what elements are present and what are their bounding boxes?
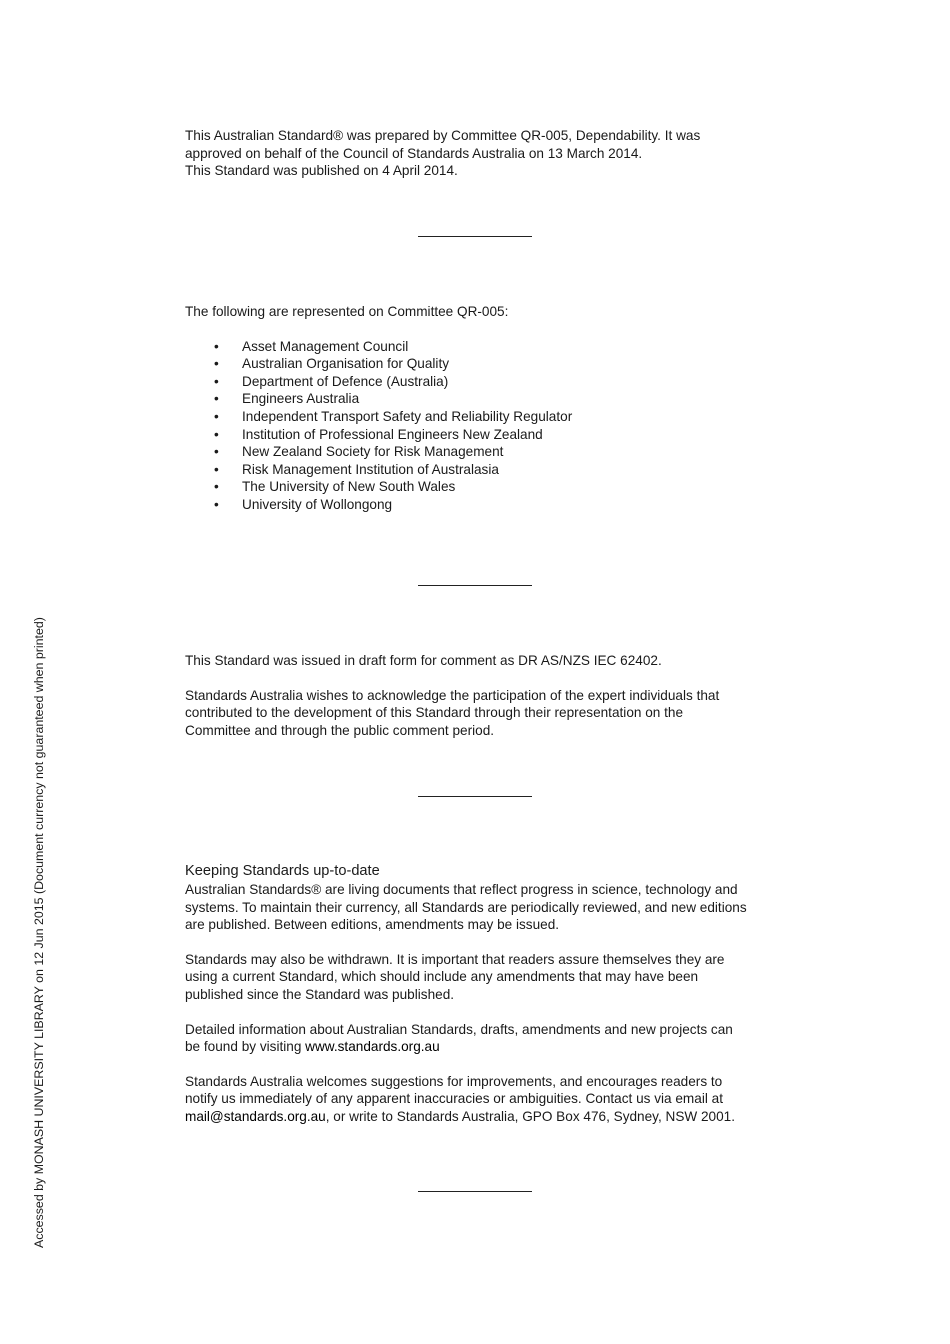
member-name: Institution of Professional Engineers New Zealand [242,426,543,442]
keeping-p2-line-1: Standards may also be withdrawn. It is important that readers assure themselves they are [185,951,725,967]
keeping-p4-line-1: Standards Australia welcomes suggestions for improvements, and encourages readers to [185,1073,723,1089]
keeping-paragraph-3 [185,1021,775,1056]
list-item [185,443,775,461]
member-name: Department of Defence (Australia) [242,373,449,389]
approval-line-2: approved on behalf of the Council of Standards Australia on 13 March 2014. [185,145,643,161]
list-item [185,373,775,391]
keeping-paragraph-2 [185,951,775,1004]
keeping-p4-suffix: , or write to Standards Australia, GPO Box 476, Sydney, NSW 2001. [325,1108,736,1124]
keeping-p2-line-2: using a current Standard, which should include any amendments that may have been [185,969,699,985]
member-name: Engineers Australia [242,391,360,407]
approval-section [185,127,775,180]
committee-section [185,303,775,514]
list-item [185,478,775,496]
member-name: Australian Organisation for Quality [242,356,450,372]
bullet-icon: • [214,496,219,512]
list-item [185,390,775,408]
keeping-p2-line-3: published since the Standard was published. [185,986,455,1002]
list-item [185,408,775,426]
contact-email-link[interactable]: mail@standards.org.au [185,1108,326,1124]
keeping-p1-line-2: systems. To maintain their currency, all Standards are periodically reviewed, and new editions [185,899,747,915]
ack-line-1: Standards Australia wishes to acknowledge the participation of the expert individuals that [185,687,720,703]
access-stamp: Accessed by MONASH UNIVERSITY LIBRARY on 12 Jun 2015 (Document currency not guaranteed when printed) [32,617,46,1248]
bullet-icon: • [214,391,219,407]
keeping-p3-line-2 [185,1038,775,1056]
draft-issued-text: This Standard was issued in draft form for comment as DR AS/NZS IEC 62402. [185,653,662,668]
keeping-paragraph-4 [185,1073,775,1126]
keeping-section [185,862,775,1126]
keeping-heading: Keeping Standards up-to-date [185,863,380,879]
ack-line-2: contributed to the development of this Standard through their representation on the [185,705,684,721]
bullet-icon: • [214,338,219,354]
section-divider-2 [418,585,532,586]
keeping-paragraph-1 [185,881,775,934]
member-name: Risk Management Institution of Australasia [242,461,499,477]
keeping-p4-line-3 [185,1108,775,1126]
member-name: The University of New South Wales [242,479,456,495]
list-item [185,426,775,444]
section-divider-1 [418,236,532,237]
bullet-icon: • [214,461,219,477]
bullet-icon: • [214,356,219,372]
list-item [185,496,775,514]
keeping-p3-prefix: be found by visiting [185,1039,306,1055]
keeping-p4-line-2: notify us immediately of any apparent inaccuracies or ambiguities. Contact us via email at [185,1091,723,1107]
bullet-icon: • [214,444,219,460]
list-item [185,355,775,373]
keeping-p1-line-1: Australian Standards® are living documents that reflect progress in science, technology and [185,882,738,897]
committee-intro: The following are represented on Committee QR-005: [185,304,509,319]
list-item [185,338,775,356]
committee-member-list [185,338,775,514]
member-name: Asset Management Council [242,338,409,354]
acknowledgement-paragraph [185,687,775,740]
bullet-icon: • [214,426,219,442]
member-name: New Zealand Society for Risk Management [242,444,504,460]
approval-line-1: This Australian Standard® was prepared by Committee QR-005, Dependability. It was [185,128,701,143]
member-name: University of Wollongong [242,496,393,512]
published-line: This Standard was published on 4 April 2014. [185,163,458,179]
draft-section [185,652,775,739]
keeping-p3-line-1: Detailed information about Australian Standards, drafts, amendments and new projects can [185,1021,733,1037]
section-divider-4 [418,1191,532,1192]
bullet-icon: • [214,373,219,389]
ack-line-3: Committee and through the public comment period. [185,722,495,738]
section-divider-3 [418,796,532,797]
keeping-p1-line-3: are published. Between editions, amendments may be issued. [185,917,560,933]
list-item [185,461,775,479]
bullet-icon: • [214,479,219,495]
standards-website-link[interactable]: www.standards.org.au [305,1039,440,1055]
member-name: Independent Transport Safety and Reliability Regulator [242,408,573,424]
bullet-icon: • [214,408,219,424]
